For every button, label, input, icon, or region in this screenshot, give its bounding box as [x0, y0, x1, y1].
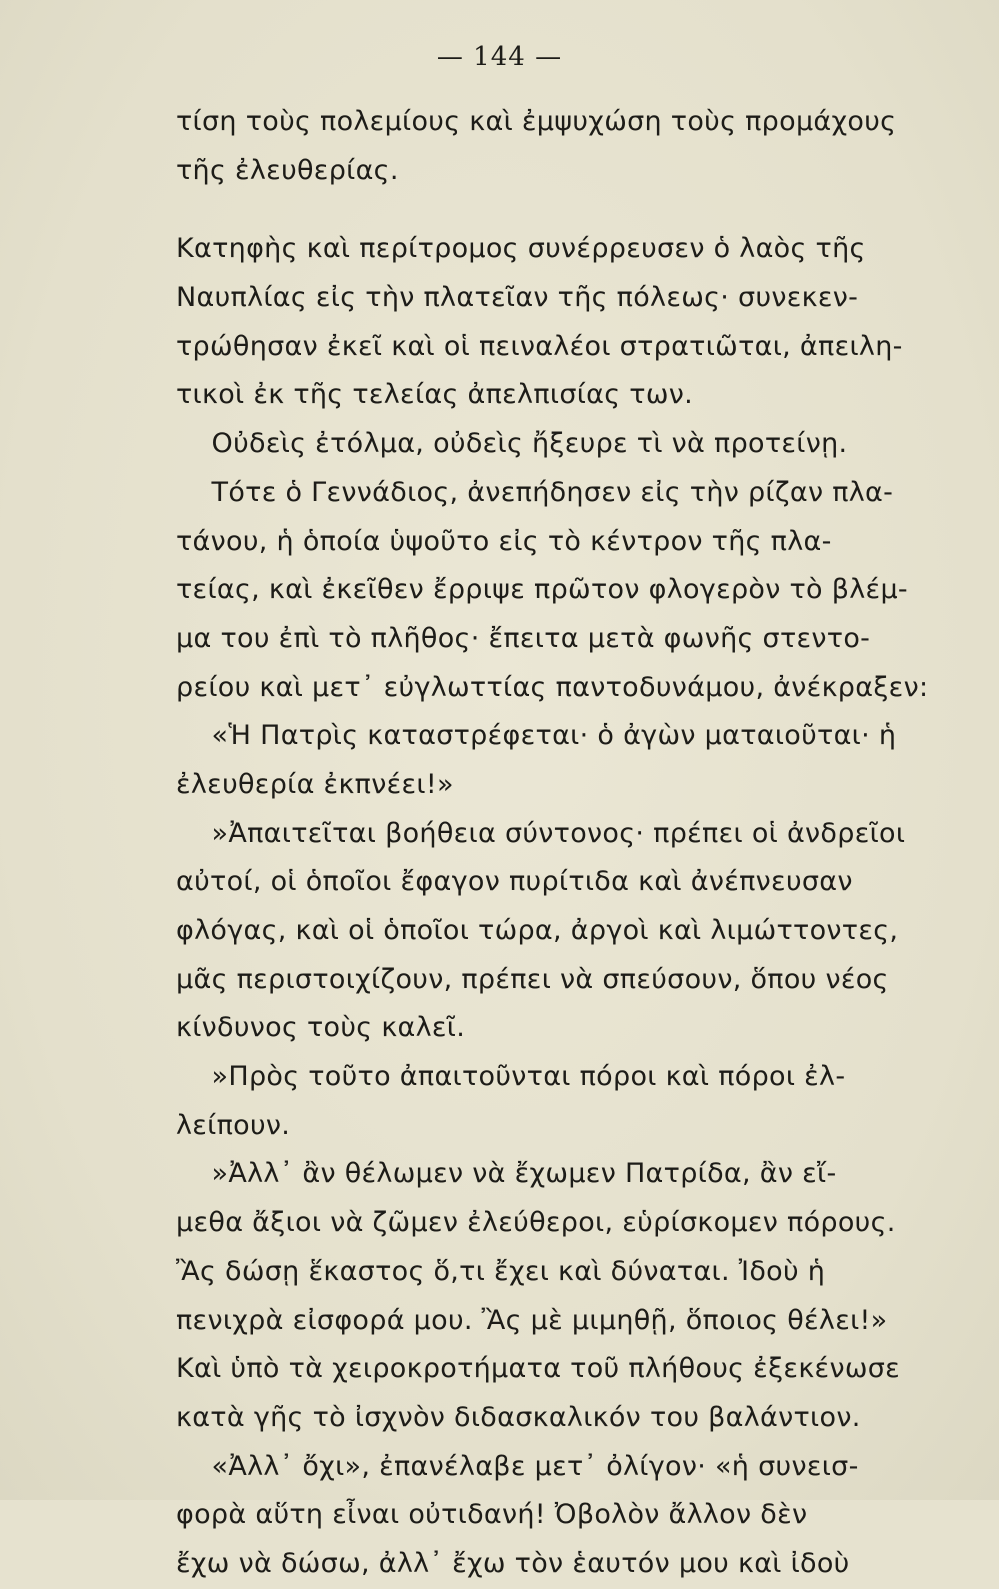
text-line: ρείου καὶ μετ᾽ εὐγλωττίας παντοδυνάμου, ἀνέκραξεν:	[176, 671, 929, 703]
text-line: Ναυπλίας εἰς τὴν πλατεῖαν τῆς πόλεως· συνεκεν-	[176, 282, 859, 314]
text-line: τείας, καὶ ἐκεῖθεν ἔρριψε πρῶτον φλογερὸν τὸ βλέμ-	[176, 574, 908, 606]
text-line: τίση τοὺς πολεμίους καὶ ἐμψυχώση τοὺς προμάχους	[176, 106, 897, 137]
paragraph-gap	[176, 195, 976, 225]
text-line: τῆς ἐλευθερίας.	[176, 154, 399, 186]
text-line: Καὶ ὑπὸ τὰ χειροκροτήματα τοῦ πλήθους ἐξεκένωσε	[176, 1353, 901, 1385]
text-line: κίνδυνος τοὺς καλεῖ.	[176, 1012, 466, 1044]
text-line: ἔχω νὰ δώσω, ἀλλ᾽ ἔχω τὸν ἑαυτόν μου καὶ ἰδοὺ	[176, 1547, 850, 1579]
text-body	[176, 98, 976, 1589]
text-line: κατὰ γῆς τὸ ἰσχνὸν διδασκαλικόν του βαλάντιον.	[176, 1401, 861, 1433]
text-line: φλόγας, καὶ οἱ ὁποῖοι τώρα, ἀργοὶ καὶ λιμώττοντες,	[176, 915, 899, 946]
text-line: τικοὶ ἐκ τῆς τελείας ἀπελπισίας των.	[176, 379, 694, 411]
text-line: ἐλευθερία ἐκπνέει!»	[176, 768, 454, 800]
text-line: »Πρὸς τοῦτο ἀπαιτοῦνται πόροι καὶ πόροι ἐλ-	[176, 1061, 846, 1093]
text-line: Οὐδεὶς ἐτόλμα, οὐδεὶς ἤξευρε τὶ νὰ προτείνῃ.	[176, 428, 848, 460]
text-line: λείπουν.	[176, 1109, 291, 1141]
text-line: τρώθησαν ἐκεῖ καὶ οἱ πειναλέοι στρατιῶται, ἀπειλη-	[176, 330, 903, 362]
text-line: μα του ἐπὶ τὸ πλῆθος· ἔπειτα μετὰ φωνῆς στεντο-	[176, 622, 871, 654]
text-line: πενιχρὰ εἰσφορά μου. Ἂς μὲ μιμηθῇ, ὅποιος θέλει!»	[176, 1304, 888, 1336]
text-line: »Ἀλλ᾽ ἂν θέλωμεν νὰ ἔχωμεν Πατρίδα, ἂν εἴ-	[176, 1158, 837, 1190]
page-number: — 144 —	[436, 42, 563, 72]
text-line: μᾶς περιστοιχίζουν, πρέπει νὰ σπεύσουν, ὅπου νέος	[176, 963, 889, 995]
text-line: μεθα ἄξιοι νὰ ζῶμεν ἐλεύθεροι, εὑρίσκομεν πόρους.	[176, 1207, 896, 1239]
text-line: «Ἡ Πατρὶς καταστρέφεται· ὁ ἀγὼν ματαιοῦται· ἡ	[176, 720, 897, 752]
text-line: Κατηφὴς καὶ περίτρομος συνέρρευσεν ὁ λαὸς τῆς	[176, 233, 866, 265]
text-line: Ἂς δώσῃ ἕκαστος ὅ,τι ἔχει καὶ δύναται. Ἰδοὺ ἡ	[176, 1255, 826, 1287]
text-line: »Ἀπαιτεῖται βοήθεια σύντονος· πρέπει οἱ ἀνδρεῖοι	[176, 817, 906, 849]
text-line: αὐτοί, οἱ ὁποῖοι ἔφαγον πυρίτιδα καὶ ἀνέπνευσαν	[176, 866, 853, 898]
text-line: Τότε ὁ Γεννάδιος, ἀνεπήδησεν εἰς τὴν ρίζαν πλα-	[176, 476, 894, 508]
text-line: τάνου, ἡ ὁποία ὑψοῦτο εἰς τὸ κέντρον τῆς πλα-	[176, 525, 832, 557]
text-line: φορὰ αὕτη εἶναι οὐτιδανή! Ὀβολὸν ἄλλον δὲν	[176, 1499, 808, 1531]
text-line: «Ἀλλ᾽ ὄχι», ἐπανέλαβε μετ᾽ ὀλίγον· «ἡ συνεισ-	[176, 1450, 859, 1482]
